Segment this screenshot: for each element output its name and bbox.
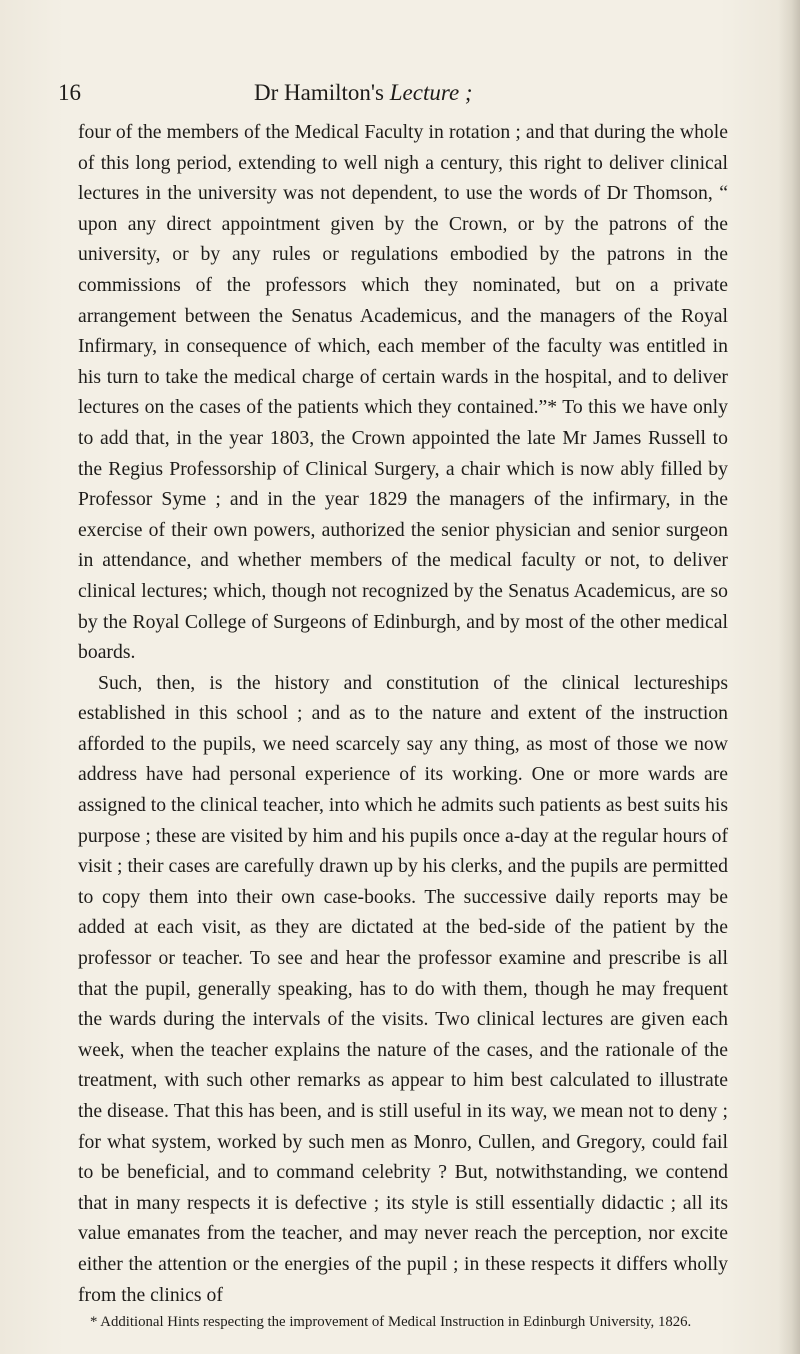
running-head-title: Lecture ; (389, 80, 473, 105)
running-head (254, 80, 473, 106)
footnote: * Additional Hints respecting the improvement of Medical Instruction in Edinburgh University, 1826. (90, 1314, 692, 1330)
page-number: 16 (58, 80, 81, 105)
body-text (78, 117, 728, 1310)
paragraph: Such, then, is the history and constitution of the clinical lectureships established in this school ; and as to the nature and extent of the instruction afforded to the pupils, we need scarcely say any thing, as most of those we now address have had personal experience of its working. One or more wards are assigned to the clinical teacher, into which he admits such patients as best suits his purpose ; these are visited by him and his pupils once a-day at the regular hours of visit ; their cases are carefully drawn up by his clerks, and the pupils are permitted to copy them into their own case-books. The successive daily reports may be added at each visit, as they are dictated at the bed-side of the patient by the professor or teacher. To see and hear the professor examine and prescribe is all that the pupil, generally speaking, has to do with them, though he may frequent the wards during the intervals of the visits. Two clinical lectures are given each week, when the teacher explains the nature of the cases, and the rationale of the treatment, with such other remarks as appear to him best calculated to illustrate the disease. That this has been, and is still useful in its way, we mean not to deny ; for what system, worked by such men as Monro, Cullen, and Gregory, could fail to be beneficial, and to command celebrity ? But, notwithstanding, we contend that in many respects it is defective ; its style is still essentially didactic ; all its value emanates from the teacher, and may never reach the perception, nor excite either the attention or the energies of the pupil ; in these respects it differs wholly from the clinics of (78, 671, 728, 1306)
running-header (58, 80, 718, 112)
running-head-author: Dr Hamilton's (254, 80, 384, 105)
paragraph: four of the members of the Medical Faculty in rotation ; and that during the whole of this long period, extending to well nigh a century, this right to deliver clinical lectures in the university was not dependent, to use the words of Dr Thomson, “ upon any direct appointment given by the Crown, or by the patrons of the university, or by any rules or regulations embodied by the patrons in the commissions of the professors which they nominated, but on a private arrangement between the Senatus Academicus, and the managers of the Royal Infirmary, in consequence of which, each member of the faculty was entitled in his turn to take the medical charge of certain wards in the hospital, and to deliver lectures on the cases of the patients which they contained.”* To this we have only to add that, in the year 1803, the Crown appointed the late Mr James Russell to the Regius Professorship of Clinical Surgery, a chair which is now ably filled by Professor Syme ; and in the year 1829 the managers of the infirmary, in the exercise of their own powers, authorized the senior physician and senior surgeon in attendance, and whether members of the medical faculty or not, to deliver clinical lectures; which, though not recognized by the Senatus Academicus, are so by the Royal College of Surgeons of Edinburgh, and by most of the other medical boards. (78, 121, 728, 664)
page-edge-shadow (778, 0, 800, 1354)
